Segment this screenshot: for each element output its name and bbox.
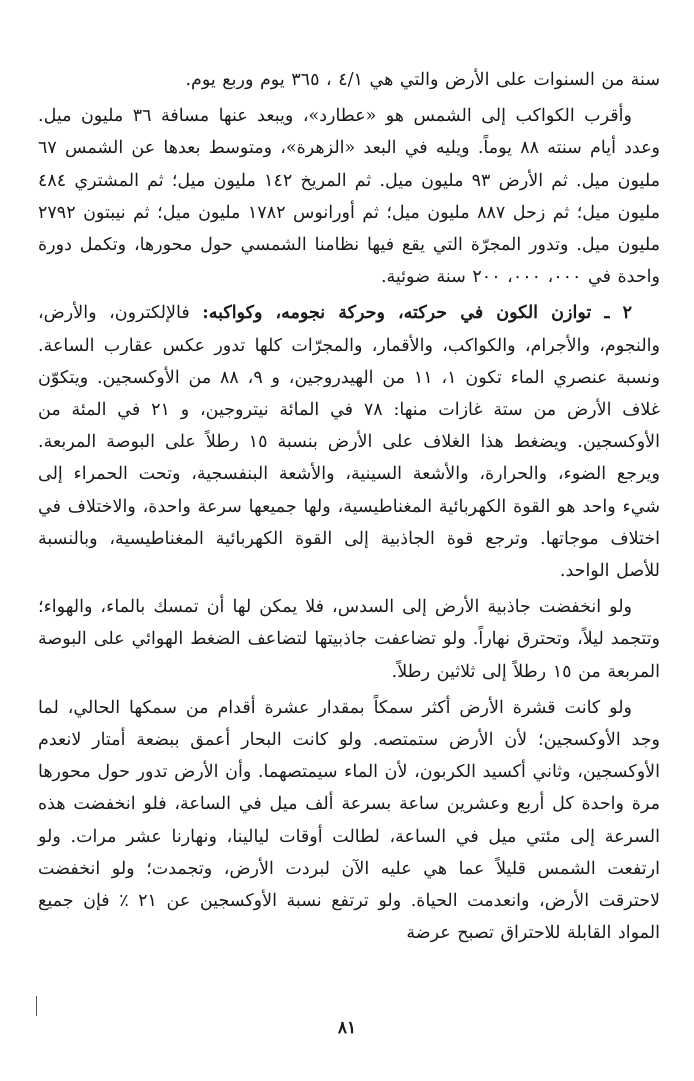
- page-body: [38, 64, 660, 949]
- margin-mark: [36, 996, 37, 1016]
- paragraph-balance: [38, 297, 660, 587]
- page-number: ٨١: [337, 1018, 357, 1038]
- paragraph-text: ولو انخفضت جاذبية الأرض إلى السدس، فلا يمكن لها أن تمسك بالماء، والهواء؛ وتتجمد ليلاً، وتحترق نهاراً. ولو تضاعفت جاذبيتها لتضاعف الضغط الهوائي على البوصة المربعة من ١٥ رطلاً إلى ثلاثين رطلاً.: [38, 597, 660, 682]
- paragraph-text: وأقرب الكواكب إلى الشمس هو «عطارد»، ويبعد عنها مسافة ٣٦ مليون ميل. وعدد أيام سنته ٨٨ يوماً. ويليه في البعد «الزهرة»، ومتوسط بعدها عن الشمس ٦٧ مليون ميل. ثم الأرض ٩٣ مليون ميل. ثم المريخ ١٤٢ مليون ميل؛ ثم المشتري ٤٨٤ مليون ميل؛ ثم زحل ٨٨٧ مليون ميل؛ ثم أورانوس ١٧٨٢ مليون ميل؛ ثم نيبتون ٢٧٩٢ مليون ميل. وتدور المجرّة التي يقع فيها نظامنا الشمسي حول محورها، وتكمل دورة واحدة في ٠٠٠، ٠٠٠، ٢٠٠ سنة ضوئية.: [38, 106, 661, 288]
- paragraph-text: سنة من السنوات على الأرض والتي هي ٤/١ ، ٣٦٥ يوم وربع يوم.: [185, 70, 660, 90]
- paragraph-text: ولو كانت قشرة الأرض أكثر سمكاً بمقدار عشرة أقدام من سمكها الحالي، لما وجد الأوكسجين؛ لأن الأرض ستمتصه. ولو كانت البحار أعمق ببضعة أمتار لانعدم الأوكسجين، وثاني أكسيد الكربون، لأن الماء سيمتصهما. وأن الأرض تدور حول محورها مرة واحدة كل أربع وعشرين ساعة بسرعة ألف ميل في الساعة، فلو انخفضت هذه السرعة إلى مئتي ميل في الساعة، لطالت أوقات ليالينا، ونهارنا عشر مرات. ولو ارتفعت الشمس قليلاً عما هي عليه الآن لبردت الأرض، وتجمدت؛ ولو انخفضت لاحترقت الأرض، وانعدمت الحياة. ولو ترتفع نسبة الأوكسجين عن ٢١ ٪ فإن جميع المواد القابلة للاحتراق تصبح عرضة: [38, 697, 660, 944]
- paragraph-gravity: [38, 591, 660, 688]
- paragraph-continuation: [38, 64, 660, 96]
- paragraph-crust: [38, 692, 660, 950]
- paragraph-planets: [38, 100, 660, 293]
- paragraph-text: فالإلكترون، والأرض، والنجوم، والأجرام، والكواكب، والأقمار، والمجرّات كلها تدور عكس عقارب الساعة. ونسبة عنصري الماء تكون ١، ١١ من الهيدروجين، و ٩، ٨٨ من الأوكسجين. ويتكوّن غلاف الأرض من ستة غازات منها: ٧٨ في المائة نيتروجين، و ٢١ في المئة من الأوكسجين. ويضغط هذا الغلاف على الأرض بنسبة ١٥ رطلاً على البوصة المربعة. ويرجع الضوء، والحرارة، والأشعة السينية، والأشعة البنفسجية، وتحت الحمراء إلى شيء واحد هو القوة الكهربائية المغناطيسية، ولها جميعها سرعة واحدة، والاختلاف في اختلاف موجاتها. وترجع قوة الجاذبية إلى القوة الكهربائية المغناطيسية، وبالنسبة للأصل الواحد.: [38, 303, 660, 582]
- section-heading: ٢ ـ توازن الكون في حركته، وحركة نجومه، وكواكبه:: [202, 303, 632, 324]
